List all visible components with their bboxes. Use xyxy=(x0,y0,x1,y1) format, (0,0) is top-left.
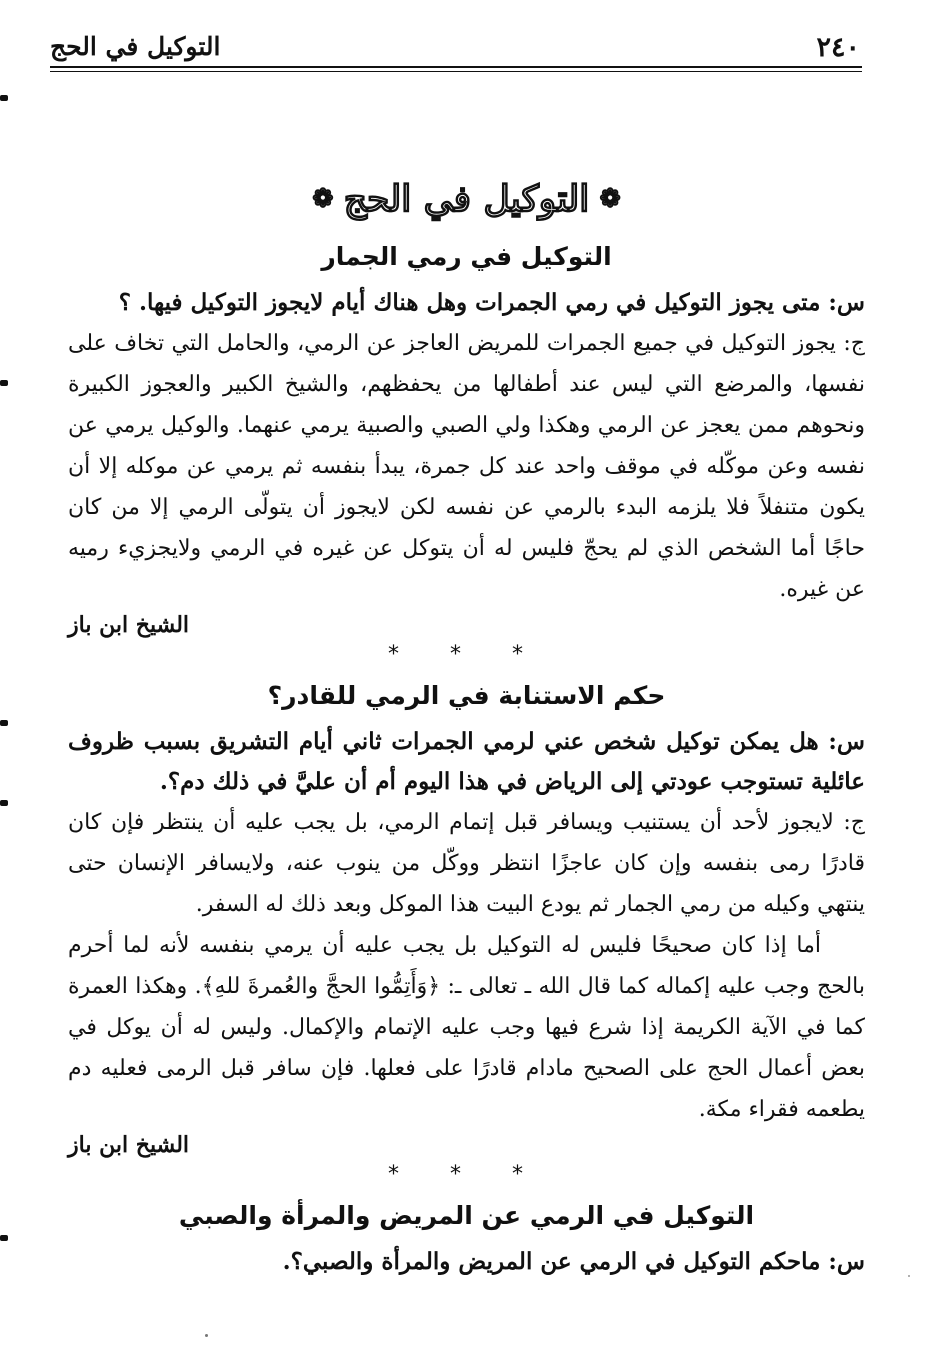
header-rule xyxy=(50,66,862,68)
question: س: متى يجوز التوكيل في رمي الجمرات وهل هناك أيام لايجوز التوكيل فيها. ؟ xyxy=(118,289,865,316)
signature: الشيخ ابن باز xyxy=(68,612,190,638)
paragraph: أما إذا كان صحيحًا فليس له التوكيل بل يجب عليه أن يرمي بنفسه لأنه لما أحرم بالحج وجب عليه إكماله كما قال الله ـ تعالى ـ: ﴿وَأَتِمُّوا الحجَّ والعُمرةَ للهِ﴾. وهكذا العمرة كما في الآية الكريمة إذا شرع فيها وجب عليه الإتمام والإكمال. وليس له أن يوكل في بعض أعمال الحج على الصحيح مادام قادرًا على فعلها. فإن سافر قبل الرمى فعليه دم يطعمه فقراء مكة. xyxy=(68,933,865,1122)
section-separator: * * * xyxy=(388,1162,545,1187)
scan-speck xyxy=(908,1275,910,1277)
section-title: التوكيل في الرمي عن المريض والمرأة والصبي xyxy=(178,1201,755,1230)
section-title: حكم الاستنابة في الرمي للقادر؟ xyxy=(267,681,666,710)
ornament-right-icon: ❁ xyxy=(599,184,622,214)
question: س: ماحكم التوكيل في الرمي عن المريض والمرأة والصبي؟. xyxy=(282,1248,865,1275)
header-rule-thin xyxy=(50,71,862,72)
question: س: هل يمكن توكيل شخص عني لرمي الجمرات ثاني أيام التشريق بسبب ظروف عائلية تستوجب عودتي إلى الرياض في هذا اليوم أم أن عليَّ في ذلك دم؟. xyxy=(68,728,865,795)
chapter-title xyxy=(68,170,865,228)
margin-mark xyxy=(0,380,8,386)
answer: ج: لايجوز لأحد أن يستنيب ويسافر قبل إتمام الرمي، بل يجب عليه أن ينتظر فإن كان قادرًا رمى بنفسه وإن كان عاجزًا انتظر ووكّل من ينوب عنه، ولايسافر الإنسان حتى ينتهي وكيله من رمي الجمار ثم يودع البيت هذا الموكل وبعد ذلك له السفر. xyxy=(68,810,865,917)
page-header xyxy=(50,28,860,68)
section-separator: * * * xyxy=(388,642,545,667)
margin-mark xyxy=(0,1235,8,1241)
scan-speck xyxy=(205,1334,208,1337)
margin-mark xyxy=(0,720,8,726)
page-number: ٢٤٠ xyxy=(816,32,860,63)
answer: ج: يجوز التوكيل في جميع الجمرات للمريض العاجز عن الرمي، والحامل التي تخاف على نفسها، والمرضع التي ليس عند أطفالها من يحفظهم، والشيخ الكبير والعجوز الكبيرة ونحوهم ممن يعجز عن الرمي وهكذا ولي الصبي والصبية يرمي عنهما. والوكيل يرمي عن نفسه وعن موكّله في موقف واحد عند كل جمرة، يبدأ بنفسه ثم يرمي عن موكله إلا أن يكون متنفلاً فلا يلزمه البدء بالرمي عن نفسه لكن لايجوز أن يتولّى الرمي إلا من كان حاجًا أما الشخص الذي لم يحجّ فليس له أن يتوكل عن غيره في الرمي ولايجزيء رميه عن غيره. xyxy=(68,331,865,602)
ornament-left-icon: ❁ xyxy=(311,184,334,214)
chapter-title-text: التوكيل في الحج xyxy=(343,178,590,220)
margin-mark xyxy=(0,800,8,806)
section-title: التوكيل في رمي الجمار xyxy=(321,242,612,271)
page-content xyxy=(68,170,865,1282)
signature: الشيخ ابن باز xyxy=(68,1132,190,1158)
margin-mark xyxy=(0,95,8,101)
running-title: التوكيل في الحج xyxy=(50,32,221,61)
